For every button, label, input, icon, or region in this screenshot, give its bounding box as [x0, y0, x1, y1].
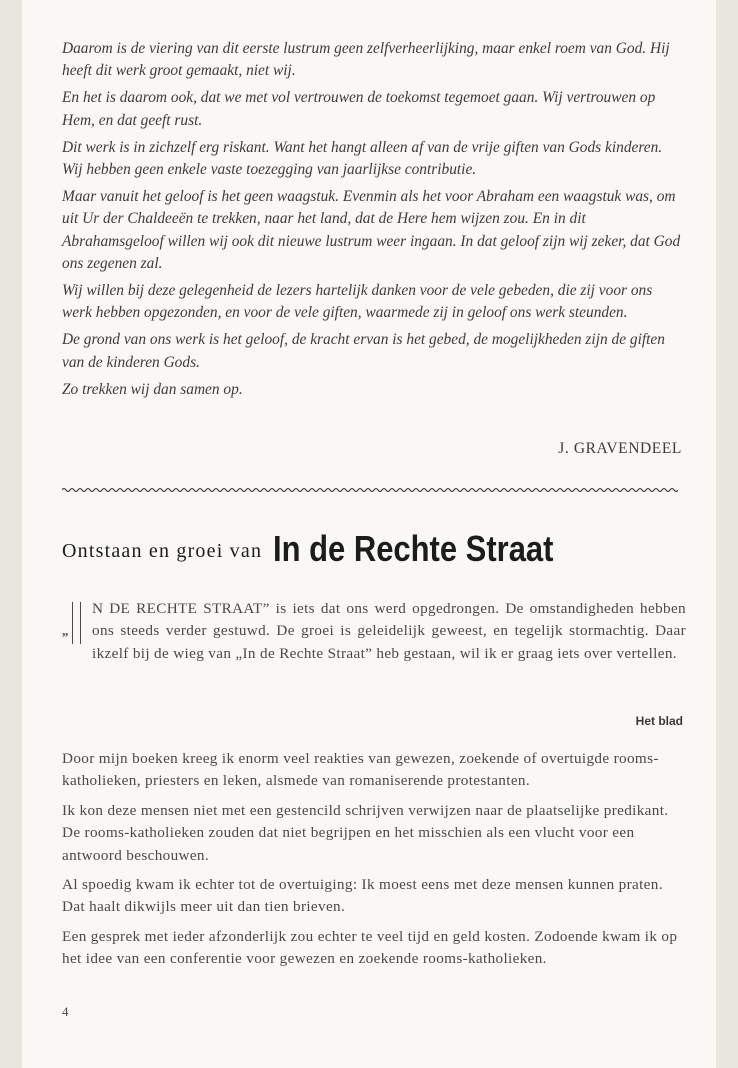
- intro-text: [62, 38, 684, 406]
- article-intro: [62, 598, 686, 672]
- page-number: 4: [62, 1004, 69, 1019]
- intro-paragraph: Maar vanuit het geloof is het geen waagstuk. Evenmin als het voor Abraham een waagstuk was, om uit Ur der Chaldeeën te trekken, naar het land, dat de Here hem wijzen zou. En in dit Abrahamsgeloof willen wij ook dit nieuwe lustrum weer ingaan. In dat geloof zijn wij zeker, dat God ons zegenen zal.: [62, 187, 681, 273]
- wavy-divider: [62, 486, 678, 494]
- intro-paragraph: En het is daarom ook, dat we met vol vertrouwen de toekomst tegemoet gaan. Wij vertrouwen op Hem, en dat geeft rust.: [62, 89, 656, 129]
- article-heading: [62, 528, 599, 570]
- intro-paragraph: Wij willen bij deze gelegenheid de lezers hartelijk danken voor de vele gebeden, die zij voor ons werk hebben opgezonden, en voor de vele giften, waarmede zij in geloof ons werk steunden.: [62, 282, 653, 322]
- page: [22, 0, 716, 1068]
- article-body: [62, 748, 686, 978]
- intro-paragraph: Dit werk is in zichzelf erg riskant. Want het hangt alleen af van de vrije giften van Gods kinderen. Wij hebben geen enkele vaste toezegging van jaarlijkse contributie.: [62, 138, 663, 179]
- author-signature: J. GRAVENDEEL: [558, 440, 682, 457]
- intro-paragraph: Daarom is de viering van dit eerste lustrum geen zelfverheerlijking, maar enkel roem van God. Hij heeft dit werk groot gemaakt, niet wij.: [62, 40, 670, 80]
- body-paragraph: Een gesprek met ieder afzonderlijk zou echter te veel tijd en geld kosten. Zodoende kwam ik op het idee van een conferentie voor gewezen en zoekende rooms-katholieken.: [62, 927, 678, 968]
- section-subheading: Het blad: [635, 714, 683, 728]
- intro-paragraph: De grond van ons werk is het geloof, de kracht ervan is het gebed, de mogelijkheden zijn de giften van de kinderen Gods.: [62, 331, 665, 371]
- body-paragraph: Door mijn boeken kreeg ik enorm veel reakties van gewezen, zoekende of overtuigde rooms-katholieken, priesters en leken, alsmede van romaniserende protestanten.: [62, 750, 659, 790]
- intro-paragraph: Zo trekken wij dan samen op.: [62, 380, 243, 398]
- dropcap: [62, 602, 88, 644]
- first-paragraph-text: N DE RECHTE STRAAT” is iets dat ons werd opgedrongen. De omstandigheden hebben ons steeds verder gestuwd. De groei is geleidelijk geweest, en tegelijk stormachtig. Daar ikzelf bij de wieg van „In de Rechte Straat” heb gestaan, wil ik er graag iets over vertellen.: [92, 600, 686, 662]
- heading-title: In de Rechte Straat: [273, 528, 554, 569]
- first-paragraph: [62, 598, 686, 665]
- dropcap-quote: „: [62, 623, 69, 638]
- dropcap-letter-i: [72, 602, 81, 644]
- heading-prefix: Ontstaan en groei van: [62, 540, 263, 562]
- body-paragraph: Ik kon deze mensen niet met een gestencild schrijven verwijzen naar de plaatselijke predikant. De rooms-katholieken zouden dat niet begrijpen en het misschien als een vlucht voor een antwoord beschouwen.: [62, 801, 669, 864]
- body-paragraph: Al spoedig kwam ik echter tot de overtuiging: Ik moest eens met deze mensen kunnen praten. Dat haalt dikwijls meer uit dan tien brieven.: [62, 876, 663, 916]
